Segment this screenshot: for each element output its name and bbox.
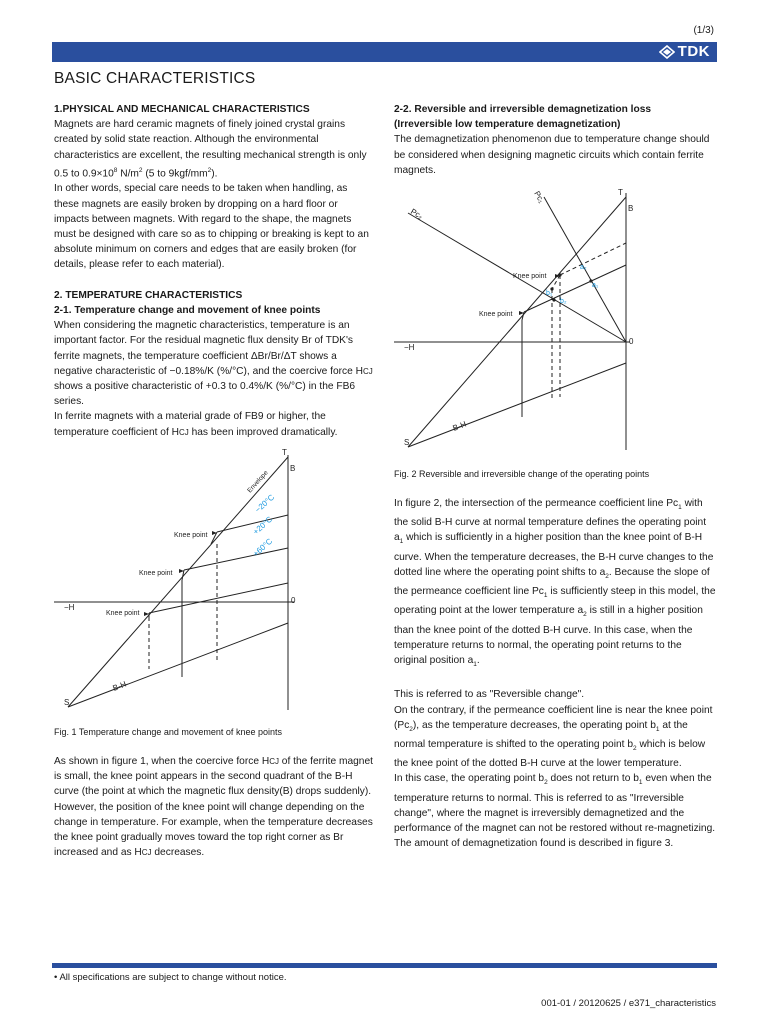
fig1-curve-mid	[184, 548, 288, 570]
page-title: BASIC CHARACTERISTICS	[54, 70, 256, 87]
fig1-label-t: T	[282, 448, 287, 457]
right-column	[394, 102, 716, 178]
fig2-label-t: T	[618, 188, 623, 197]
fig2-label-b1: b₁	[546, 290, 553, 297]
fig1-label-minus20: −20°C	[253, 492, 277, 515]
fig2-envelope-line	[408, 197, 626, 447]
fig1-curve-high	[149, 583, 288, 613]
fig2-curve-low-temp	[560, 243, 626, 275]
fig2-label-knee1: Knee point	[513, 273, 547, 280]
header-bar	[52, 42, 717, 62]
fig1-label-envelope: Envelope	[246, 469, 270, 495]
fig2-label-a2: a₂	[580, 264, 587, 271]
section2-paragraph2: In ferrite magnets with a material grade of FB9 or higher, the temperature coefficient of HCJ has been improved dramatically.	[54, 411, 338, 438]
left-column	[54, 102, 374, 440]
fig1-envelope-line	[68, 457, 288, 707]
section4-paragraph1: The demagnetization phenomenon due to temperature change should be considered when designing magnetic circuits which contain ferrite magnets.	[394, 134, 710, 176]
fig1-label-zero: 0	[291, 596, 296, 605]
fig1-label-plus20: +20°C	[251, 514, 275, 537]
fig2-label-a1: a₁	[592, 282, 599, 289]
left-column-lower	[54, 754, 374, 860]
fig2-label-bh: B-H	[451, 419, 468, 433]
fig1-label-plus60: +60°C	[251, 536, 275, 559]
fig1-label-knee3: Knee point	[106, 610, 140, 617]
section5-paragraph4: In this case, the operating point $b_2$ does not return to $b_1$ even when the temperature returns to normal. This is referred to as "Irreversible change", where the magnet is irreversibly demagnetized and the performance of the magnet can not be restored without re-magnetizing.	[394, 773, 716, 835]
fig2-label-pc2: Pc₂	[409, 206, 425, 221]
footer-doc-id: 001-01 / 20120625 / e371_characteristics	[541, 998, 716, 1009]
section4-heading2: (Irreversible low temperature demagnetization)	[394, 119, 621, 131]
figure1-diagram	[54, 445, 374, 715]
fig1-bh-line	[68, 623, 288, 707]
section3-paragraph1: As shown in figure 1, when the coercive force HCJ of the ferrite magnet is small, the knee point appears in the second quadrant of the B-H curve (the point at which the magnetic flux density(B) drops suddenly).	[54, 756, 373, 798]
fig1-label-bh: B-H	[111, 679, 128, 693]
section5-paragraph5: The amount of demagnetization found is described in figure 3.	[394, 838, 674, 850]
fig1-label-s: S	[64, 698, 70, 707]
section5-paragraph1: In figure 2, the intersection of the permeance coefficient line $Pc_1$ with the solid B-H curve at normal temperature defines the operating point $a_1$ which is sufficiently in a higher position than the knee point of B-H curve. When the temperature decreases, the B-H curve changes to the dotted line where the operating point shifts to $a_2$. Because the slope of the permeance coefficient line $Pc_1$ is sufficiently steep in this model, the operating point at the lower temperature $a_2$ is still in a higher position than the knee point of the dotted B-H curve. In this case, when the temperature returns to normal, the operating point returns to the original position $a_1$.	[394, 498, 716, 669]
fig2-label-zero: 0	[629, 337, 634, 346]
section2-subheading: 2-1. Temperature change and movement of knee points	[54, 305, 321, 317]
section5-paragraph2: This is referred to as "Reversible change".	[394, 689, 585, 701]
section5-paragraph3: On the contrary, if the permeance coefficient line is near the knee point $(Pc_2)$, as the temperature decreases, the operating point $b_1$ at the normal temperature is shifted to the operating point $b_2$ which is below the knee point of the dotted B-H curve at the lower temperature.	[394, 704, 713, 770]
section2-paragraph1: When considering the magnetic characteristics, temperature is an important factor. For the residual magnetic flux density Br of TDK's ferrite magnets, the temperature coefficient ΔBr/Br/ΔT shows a negative characteristic of −0.18%/K (%/°C), and the coercive force HCJ shows a positive characteristic of +0.3 to 0.4%/K (%/°C) in the FB6 series.	[54, 320, 373, 408]
fig2-label-s: S	[404, 438, 410, 447]
section2-heading: 2. TEMPERATURE CHARACTERISTICS	[54, 289, 243, 301]
section4-heading1: 2-2. Reversible and irreversible demagnetization loss	[394, 104, 652, 115]
fig2-label-knee2: Knee point	[479, 311, 513, 318]
brand-name: TDK	[677, 43, 710, 60]
fig1-label-b: B	[290, 464, 296, 473]
figure2-caption: Fig. 2 Reversible and irreversible change of the operating points	[394, 469, 650, 479]
section1-heading: 1.PHYSICAL AND MECHANICAL CHARACTERISTICS	[54, 104, 310, 115]
fig1-label-neg-h: −H	[64, 603, 75, 612]
fig2-label-pc1: Pc₁	[532, 189, 547, 205]
fig2-label-neg-h: −H	[404, 343, 415, 352]
figure2-diagram	[394, 185, 718, 455]
fig1-label-knee2: Knee point	[139, 570, 173, 577]
footer-bar	[52, 963, 717, 968]
fig2-label-b: B	[628, 204, 634, 213]
fig1-label-knee1: Knee point	[174, 532, 208, 539]
page-number: (1/3)	[693, 25, 714, 36]
footer-note: • All specifications are subject to change without notice.	[54, 972, 287, 983]
section3-paragraph2: However, the position of the knee point will change depending on the change in temperature. For example, when the temperature decreases the knee point gradually moves toward the top right corner as Br increased and as HCJ decreases.	[54, 801, 373, 859]
fig2-bh-line	[408, 363, 626, 447]
section1-paragraph1: Magnets are hard ceramic magnets of finely joined crystal grains created by solid state reaction. Although the environmental characteristics are excellent, the resulting mechanical strength is only 0.5 to $0.9\times 10^8$ $N/m^2$ (5 to $9kgf/mm^2$).	[54, 119, 367, 180]
fig2-label-b2: b₂	[560, 298, 567, 305]
tdk-logo	[659, 42, 710, 62]
figure1-caption: Fig. 1 Temperature change and movement of knee points	[54, 727, 282, 737]
tdk-emblem-icon	[659, 45, 675, 59]
section1-paragraph2: In other words, special care needs to be taken when handling, as these magnets are easily broken by dropping on a hard floor or impacts between magnets. With regard to the shape, the magnets must be designed with care so as to chipping or breaking is kept to an absolute minimum on corners and edges that are easily broken (for details, please refer to each material).	[54, 183, 369, 271]
right-column-lower	[394, 496, 716, 852]
